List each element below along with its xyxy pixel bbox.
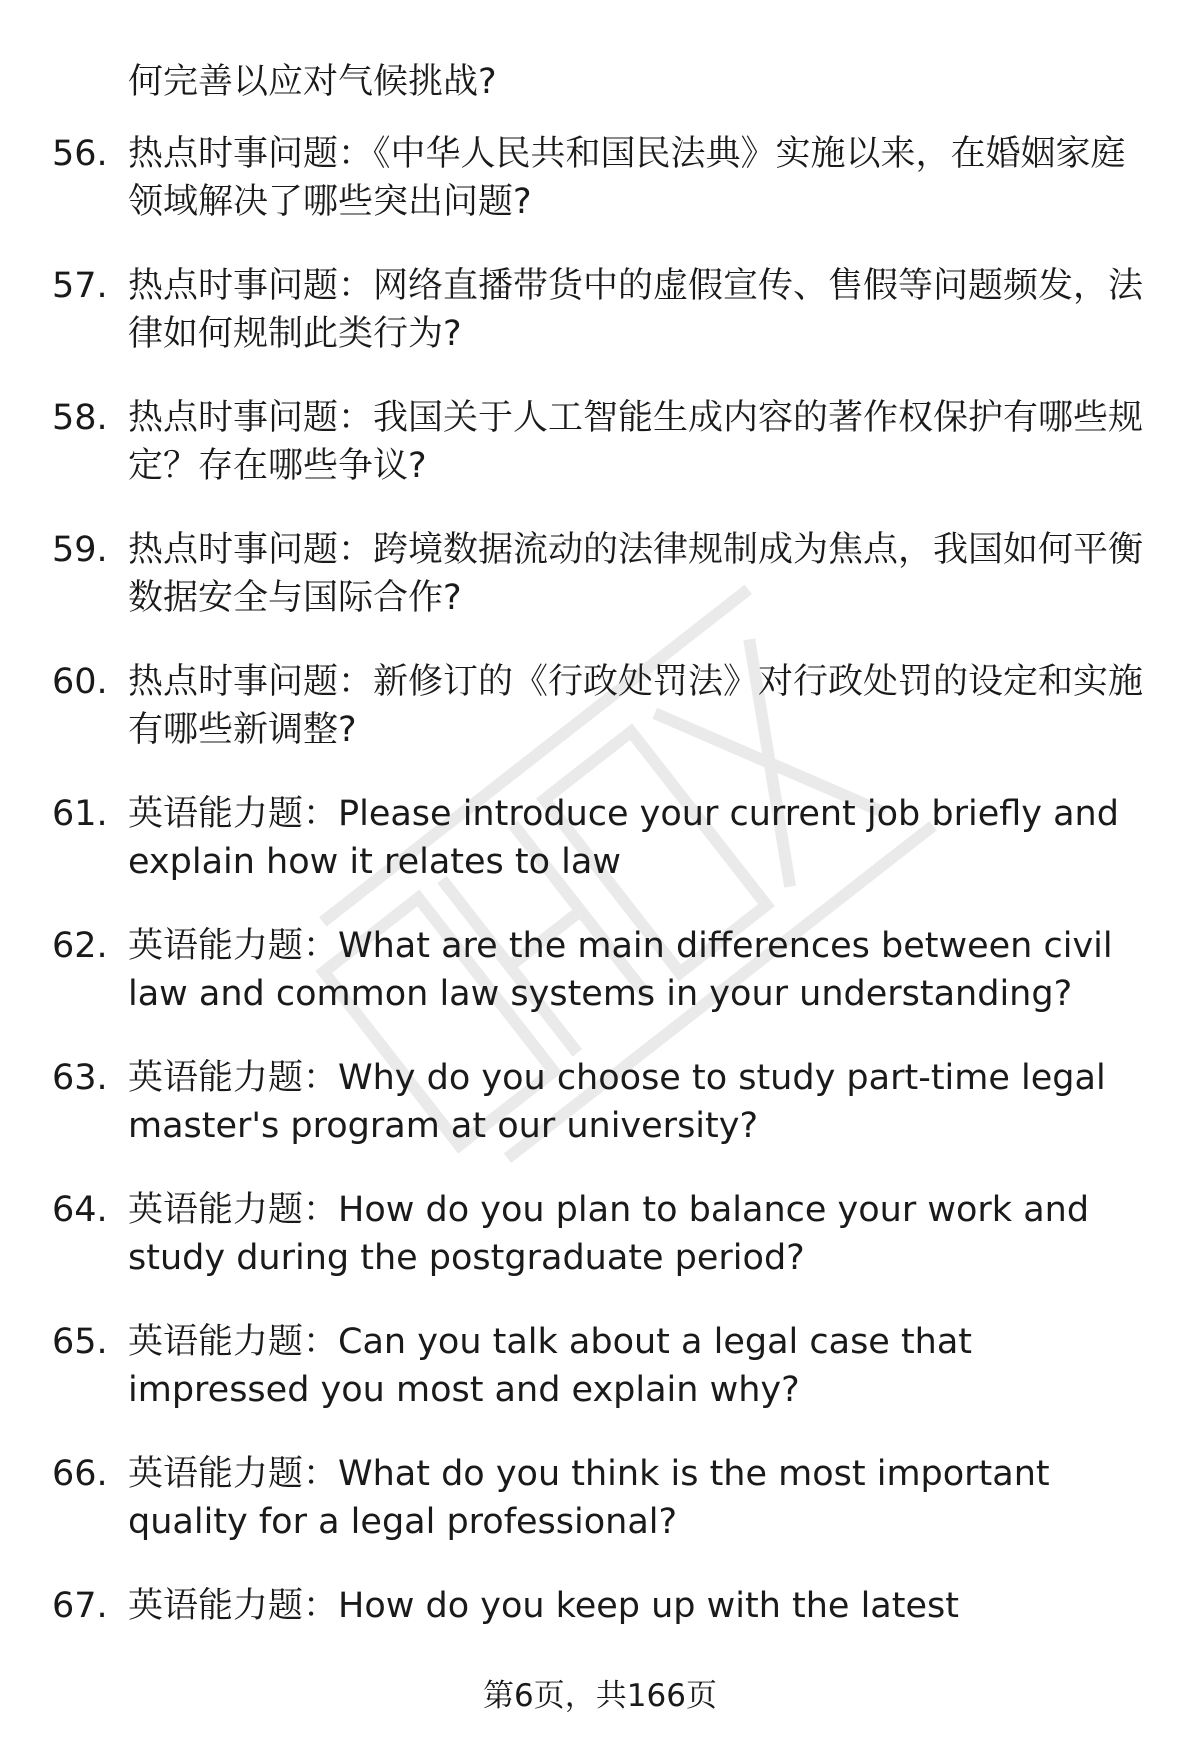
- item-number: 59.: [52, 530, 108, 570]
- item-number: 66.: [52, 1454, 108, 1494]
- item-text: 热点时事问题：我国关于人工智能生成内容的著作权保护有哪些规定？存在哪些争议?: [128, 398, 1144, 486]
- item-number: 56.: [52, 134, 108, 174]
- item-text: 英语能力题：Why do you choose to study part-time legal master's program at our university?: [128, 1058, 1106, 1146]
- item-text: 热点时事问题：网络直播带货中的虚假宣传、售假等问题频发，法律如何规制此类行为?: [128, 266, 1144, 354]
- item-text: 英语能力题：How do you keep up with the latest: [128, 1586, 959, 1626]
- item-text: 英语能力题：How do you plan to balance your work and study during the postgraduate period?: [128, 1190, 1090, 1278]
- item-text: 热点时事问题：新修订的《行政处罚法》对行政处罚的设定和实施有哪些新调整?: [128, 662, 1144, 750]
- item-text: 英语能力题：Please introduce your current job briefly and explain how it relates to law: [128, 794, 1119, 882]
- item-text: 英语能力题：What are the main differences between civil law and common law systems in your understanding?: [128, 926, 1113, 1014]
- item-number: 62.: [52, 926, 108, 966]
- item-number: 64.: [52, 1190, 108, 1230]
- item-text: 热点时事问题：《中华人民共和国民法典》实施以来，在婚姻家庭领域解决了哪些突出问题?: [128, 134, 1126, 222]
- item-number: 67.: [52, 1586, 108, 1626]
- item-number: 61.: [52, 794, 108, 834]
- item-number: 65.: [52, 1322, 108, 1362]
- item-number: 57.: [52, 266, 108, 306]
- item-number: 58.: [52, 398, 108, 438]
- page-footer: 第6页，共166页: [483, 1678, 717, 1714]
- continuation-text: 何完善以应对气候挑战?: [128, 62, 497, 102]
- item-number: 63.: [52, 1058, 108, 1098]
- item-text: 英语能力题：Can you talk about a legal case that impressed you most and explain why?: [128, 1322, 973, 1410]
- item-number: 60.: [52, 662, 108, 702]
- item-text: 热点时事问题：跨境数据流动的法律规制成为焦点，我国如何平衡数据安全与国际合作?: [128, 530, 1144, 618]
- item-text: 英语能力题：What do you think is the most important quality for a legal professional?: [128, 1454, 1050, 1542]
